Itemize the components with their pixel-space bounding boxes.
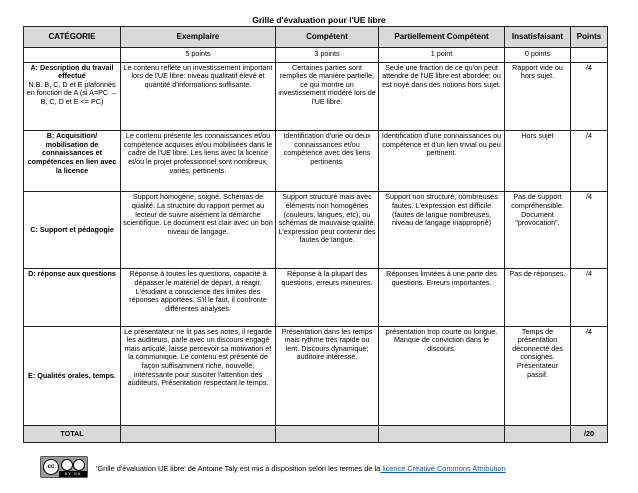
- category-title: E: Qualités orales, temps.: [28, 370, 116, 380]
- insatisfaisant-cell: Temps de présentation déconnecté des consignes. Présentateur passif.: [505, 326, 571, 426]
- total-blank: [505, 426, 571, 443]
- rubric-table: [23, 26, 608, 443]
- competent-cell: Présentation dans les temps mais rythme très rapide ou lent. Discours dynamique; auditoire intéressé.: [276, 326, 379, 426]
- category-cell: [24, 192, 121, 269]
- header-category: CATÉGORIE: [24, 27, 121, 48]
- exemplaire-cell: Le présentateur ne lit pas ses notes, il regarde les auditeurs, parle avec un discours engagé mais articulé, laisse percevoir sa motivation et la communique. Le contenu est présenté de façon suffisamment riche, nouvelle, intéressante pour susciter l'attention des auditeurs. Présentation respectant le temps.: [121, 326, 276, 426]
- insatisfaisant-cell: Hors sujet: [505, 131, 571, 192]
- partiel-cell: Seule une fraction de ce qu'on peut attendre de l'UE libre est abordée; ou est noyé dans des notions hors sujet.: [379, 62, 505, 131]
- cc-logo-icon: cc: [43, 459, 59, 475]
- header-row: [24, 27, 608, 48]
- total-label: TOTAL: [24, 426, 121, 443]
- license-footer: [40, 456, 630, 482]
- header-points: Points: [571, 27, 608, 48]
- category-title: A: Description du travail effectué: [30, 62, 114, 81]
- insatisfaisant-cell: Pas de réponses.: [505, 269, 571, 326]
- rubric-row-c: [24, 192, 608, 269]
- total-blank: [276, 426, 379, 443]
- rubric-row-b: [24, 131, 608, 192]
- partiel-cell: Support non structuré, nombreuses fautes. L'expression est difficile (fautes de langue nombreuses, niveau de langage inapproprié): [379, 192, 505, 269]
- category-title: B: Acquisition/ mobilisation de connaissances et compétences en lien avec la licence: [27, 131, 117, 175]
- license-text: [96, 464, 506, 473]
- points-cell: [571, 48, 608, 63]
- license-link[interactable]: licence Creative Commons Attribution: [380, 464, 506, 473]
- points-value: /4: [571, 326, 608, 426]
- total-row: [24, 426, 608, 443]
- exemplaire-cell: Réponse à toutes les questions, capacité à dépasser le matériel de départ, à réagir. L'étudiant a conscience des limites des réponses apportées. S'il le faut, il confronte différentes analyses.: [121, 269, 276, 326]
- rubric-row-a: [24, 62, 608, 131]
- points-value: /4: [571, 192, 608, 269]
- competent-cell: Certaines parties sont remplies de manière partielle, ce qui montre un investissement modéré lors de l'UE libre.: [276, 62, 379, 131]
- category-cell: [24, 326, 121, 426]
- points-value: /4: [571, 62, 608, 131]
- exemplaire-cell: Le contenu présente les connaissances et/ou compétence acquises et/ou mobilisées dans le cadre de l'UE libre. Les liens avec la licence et/ou le projet professionnel sont nombreux, variés, pertinents.: [121, 131, 276, 192]
- header-competent: Compétent: [276, 27, 379, 48]
- category-title: C: Support et pédagogie: [30, 225, 114, 235]
- competent-cell: Identification d'une ou deux connaissances et/ou compétence avec des liens pertinents.: [276, 131, 379, 192]
- total-blank: [379, 426, 505, 443]
- total-blank: [121, 426, 276, 443]
- header-insatisfaisant: Insatisfaisant: [505, 27, 571, 48]
- points-row: [24, 48, 608, 63]
- points-value: /4: [571, 269, 608, 326]
- points-cell: 1 point: [379, 48, 505, 63]
- category-title: D: réponse aux questions: [28, 269, 116, 279]
- points-value: /4: [571, 131, 608, 192]
- share-alike-icon: [73, 459, 85, 471]
- partiel-cell: Réponses limitées à une parte des questions. Erreurs importantes.: [379, 269, 505, 326]
- competent-cell: Réponse à la plupart des questions, erreurs mineures.: [276, 269, 379, 326]
- exemplaire-cell: Support homogène, soigné. Schémas de qualité. La structure du rapport permet au lecteur de suivre aisément la démarche scientifique. Le document est clair avec un bon niveau de langage.: [121, 192, 276, 269]
- category-note: N.B. B, C, D et E plafonnés en fonction de A (si A=PC → B, C, D et E <= PC): [26, 79, 118, 106]
- license-statement: 'Grille d'évaluation UE libre' de Antoine Taly est mis à disposition selon les termes de la: [96, 464, 381, 473]
- header-partiel: Partiellement Compétent: [379, 27, 505, 48]
- insatisfaisant-cell: Pas de support compréhensible. Document "provocation".: [505, 192, 571, 269]
- header-exemplaire: Exemplaire: [121, 27, 276, 48]
- partiel-cell: Identification d'une connaissances ou compétence et d'un lien trivial ou peu pertinent.: [379, 131, 505, 192]
- points-cell: 3 points: [276, 48, 379, 63]
- rubric-row-d: [24, 269, 608, 326]
- points-cell: 5 points: [121, 48, 276, 63]
- rubric-row-e: [24, 326, 608, 426]
- badge-strip: BY SA: [59, 471, 87, 477]
- total-points: /20: [571, 426, 608, 443]
- attribution-icon: [61, 459, 73, 471]
- partiel-cell: présentation trop courte ou longue. Manque de conviction dans le discours.: [379, 326, 505, 426]
- points-cell: 0 points: [505, 48, 571, 63]
- category-cell: [24, 62, 121, 131]
- category-cell: [24, 131, 121, 192]
- points-cell: [24, 48, 121, 63]
- insatisfaisant-cell: Rapport vide ou hors sujet.: [505, 62, 571, 131]
- category-cell: [24, 269, 121, 326]
- competent-cell: Support structuré mais avec éléments non homogènes (couleurs, langues, etc), ou schémas de mauvaise qualité. L'expression peut contenir des fautes de langue.: [276, 192, 379, 269]
- exemplaire-cell: Le contenu reflète un investissement important lors de l'UE libre: niveau qualitatif élevé et quantité d'informations suffisante.: [121, 62, 276, 131]
- creative-commons-badge-icon[interactable]: [40, 456, 88, 478]
- document-title: Grille d'évaluation pour l'UE libre: [252, 15, 386, 25]
